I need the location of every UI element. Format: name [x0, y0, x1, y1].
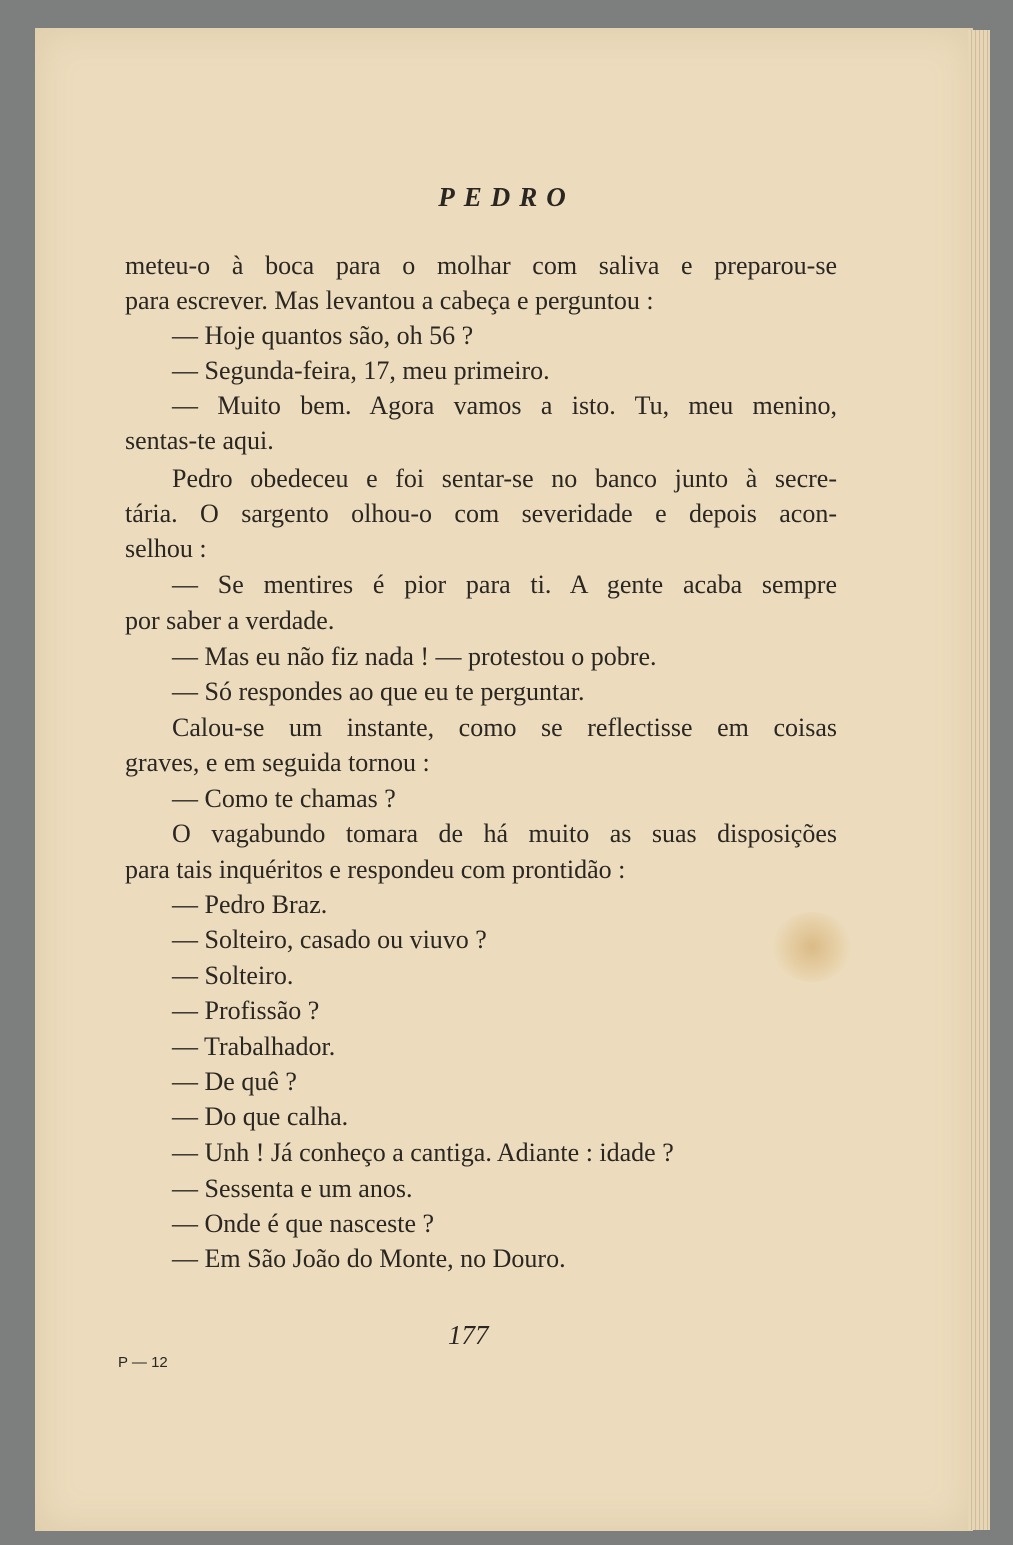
text-line: sentas-te aqui.: [125, 426, 274, 455]
text-line: — Segunda-feira, 17, meu primeiro.: [172, 356, 550, 385]
text-line: — Sessenta e um anos.: [172, 1174, 413, 1203]
text-line: — Do que calha.: [172, 1102, 349, 1131]
text-line: por saber a verdade.: [125, 606, 335, 635]
text-line: meteu-o à boca para o molhar com saliva e preparou-se: [125, 251, 837, 280]
text-line: — Pedro Braz.: [172, 890, 328, 919]
page-edges: [968, 30, 990, 1530]
text-line: — Como te chamas ?: [172, 784, 396, 813]
paper-stain: [772, 912, 852, 982]
text-line: — Só respondes ao que eu te perguntar.: [172, 677, 585, 706]
text-line: — Profissão ?: [172, 996, 320, 1025]
text-line: — Onde é que nasceste ?: [172, 1209, 435, 1238]
text-line: selhou :: [125, 534, 207, 563]
text-line: para escrever. Mas levantou a cabeça e perguntou :: [125, 286, 654, 315]
signature-mark: P — 12: [118, 1354, 168, 1371]
text-line: — Unh ! Já conheço a cantiga. Adiante : idade ?: [172, 1138, 674, 1167]
text-line: O vagabundo tomara de há muito as suas disposições: [172, 819, 837, 848]
text-line: tária. O sargento olhou-o com severidade e depois acon-: [125, 499, 837, 528]
text-line: — Se mentires é pior para ti. A gente acaba sempre: [172, 570, 837, 599]
text-line: Pedro obedeceu e foi sentar-se no banco junto à secre-: [172, 464, 837, 493]
text-line: — Trabalhador.: [172, 1032, 336, 1061]
text-line: graves, e em seguida tornou :: [125, 748, 430, 777]
text-line: — Mas eu não fiz nada ! — protestou o pobre.: [172, 642, 657, 671]
text-line: — Muito bem. Agora vamos a isto. Tu, meu menino,: [172, 391, 837, 420]
text-line: — Hoje quantos são, oh 56 ?: [172, 321, 474, 350]
page-number: 177: [448, 1320, 489, 1350]
text-line: — Em São João do Monte, no Douro.: [172, 1244, 566, 1273]
text-line: para tais inquéritos e respondeu com prontidão :: [125, 855, 626, 884]
text-line: — Solteiro.: [172, 961, 294, 990]
text-line: Calou-se um instante, como se reflectisse em coisas: [172, 713, 837, 742]
text-line: — Solteiro, casado ou viuvo ?: [172, 925, 487, 954]
text-line: — De quê ?: [172, 1067, 297, 1096]
running-head: PEDRO: [438, 182, 575, 212]
